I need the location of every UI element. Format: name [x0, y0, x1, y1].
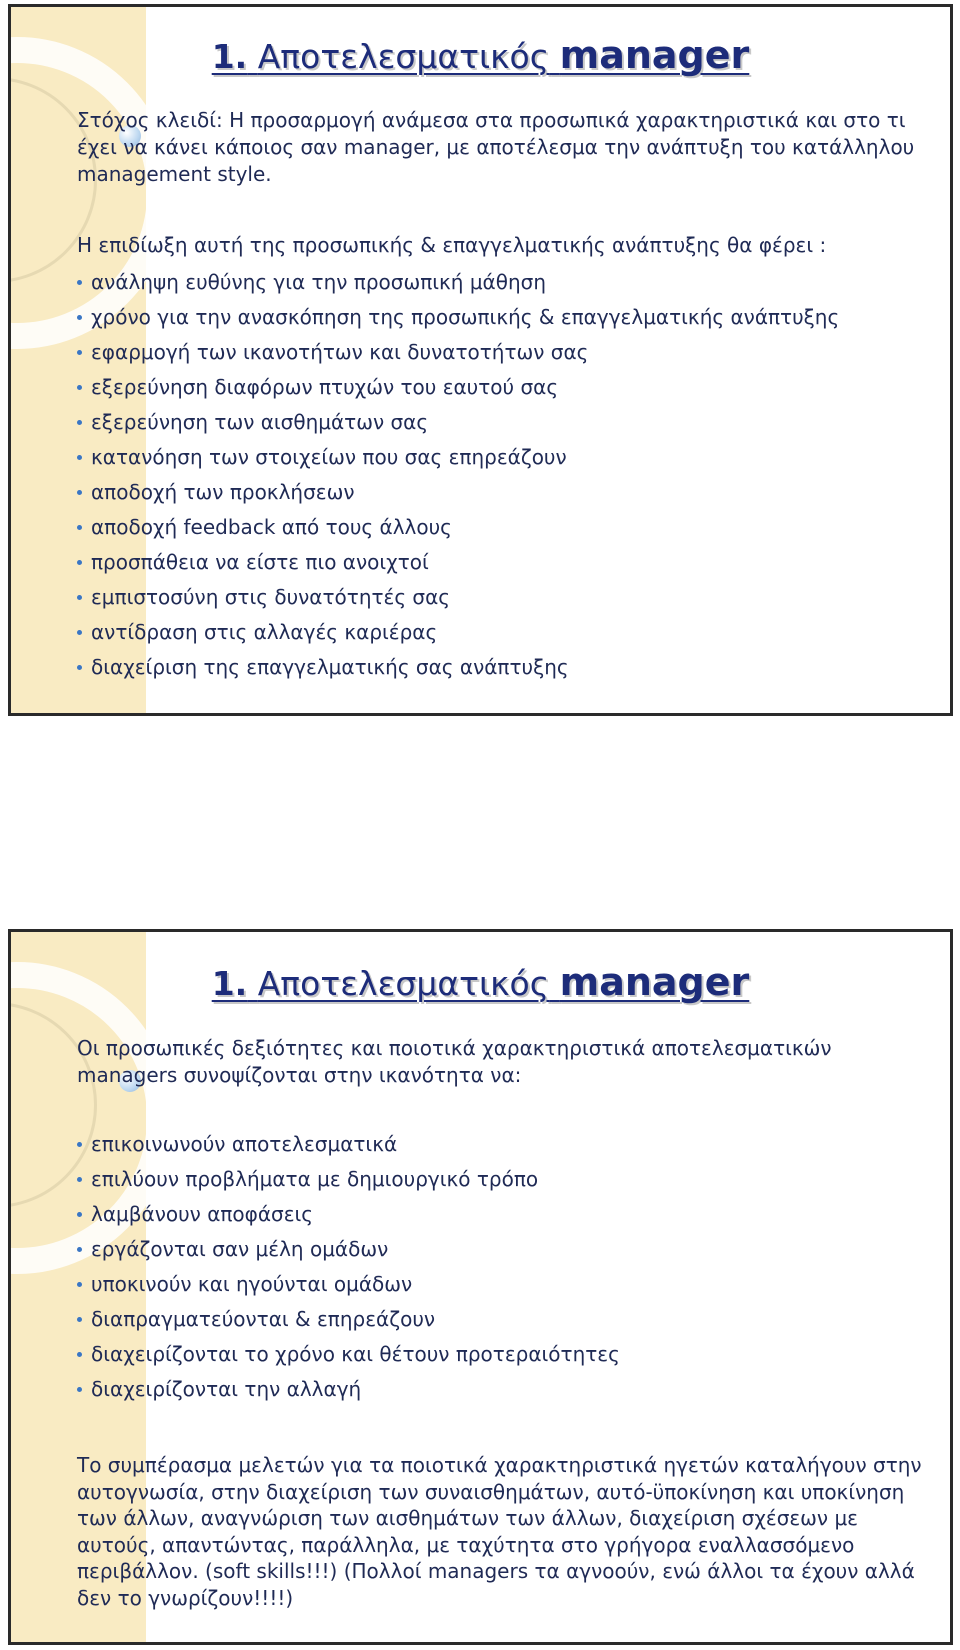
slide-2-bullet-list — [77, 1127, 922, 1407]
title-english: manager — [559, 960, 750, 1004]
bullet-item — [77, 475, 922, 510]
slide-1-bullet-list — [77, 265, 922, 685]
bullet-dot-icon — [77, 665, 82, 670]
bullet-dot-icon — [77, 350, 82, 355]
bullet-item — [77, 265, 922, 300]
bullet-dot-icon — [77, 1282, 82, 1287]
bullet-dot-icon — [77, 525, 82, 530]
bullet-item — [77, 1302, 922, 1337]
bullet-text: ανάληψη ευθύνης για την προσωπική μάθηση — [91, 270, 546, 294]
bullet-item — [77, 1337, 922, 1372]
bullet-text: διαχειρίζονται την αλλαγή — [91, 1377, 362, 1401]
bullet-item — [77, 405, 922, 440]
bullet-text: εφαρμογή των ικανοτήτων και δυνατοτήτων σας — [91, 340, 589, 364]
bullet-text: επιλύουν προβλήματα με δημιουργικό τρόπο — [91, 1167, 539, 1191]
bullet-dot-icon — [77, 1247, 82, 1252]
bullet-text: αποδοχή feedback από τους άλλους — [91, 515, 452, 539]
bullet-item — [77, 335, 922, 370]
bullet-item — [77, 1267, 922, 1302]
bullet-item — [77, 1127, 922, 1162]
bullet-dot-icon — [77, 1212, 82, 1217]
bullet-text: διαχειρίζονται το χρόνο και θέτουν προτεραιότητες — [91, 1342, 620, 1366]
bullet-text: αντίδραση στις αλλαγές καριέρας — [91, 620, 438, 644]
slide-1-title — [11, 33, 950, 77]
bullet-text: διαπραγματεύονται & επηρεάζουν — [91, 1307, 436, 1331]
bullet-dot-icon — [77, 630, 82, 635]
bullet-dot-icon — [77, 420, 82, 425]
bullet-dot-icon — [77, 455, 82, 460]
slide-2-intro: Οι προσωπικές δεξιότητες και ποιοτικά χαρακτηριστικά αποτελεσματικών managers συνοψίζονται στην ικανότητα να: — [77, 1036, 832, 1087]
title-greek: Αποτελεσματικός — [257, 964, 550, 1003]
bullet-item — [77, 650, 922, 685]
bullet-dot-icon — [77, 315, 82, 320]
slide-1-lead: Η επιδίωξη αυτή της προσωπικής & επαγγελματικής ανάπτυξης θα φέρει : — [77, 233, 827, 257]
bullet-text: εξερεύνηση των αισθημάτων σας — [91, 410, 429, 434]
bullet-dot-icon — [77, 560, 82, 565]
bullet-item — [77, 545, 922, 580]
slide-2-title — [11, 960, 950, 1004]
bullet-text: επικοινωνούν αποτελεσματικά — [91, 1132, 398, 1156]
bullet-item — [77, 370, 922, 405]
bullet-text: διαχείριση της επαγγελματικής σας ανάπτυξης — [91, 655, 569, 679]
bullet-dot-icon — [77, 595, 82, 600]
bullet-text: λαμβάνουν αποφάσεις — [91, 1202, 314, 1226]
bullet-text: εργάζονται σαν μέλη ομάδων — [91, 1237, 389, 1261]
bullet-dot-icon — [77, 1352, 82, 1357]
bullet-text: αποδοχή των προκλήσεων — [91, 480, 355, 504]
bullet-item — [77, 510, 922, 545]
bullet-dot-icon — [77, 1177, 82, 1182]
bullet-item — [77, 440, 922, 475]
bullet-item — [77, 580, 922, 615]
slide-1-intro: Στόχος κλειδί: Η προσαρμογή ανάμεσα στα προσωπικά χαρακτηριστικά και στο τι έχει να κάνει κάποιος σαν manager, με αποτέλεσμα την ανάπτυξη του κατάλληλου management style. — [77, 108, 915, 186]
bullet-item — [77, 300, 922, 335]
bullet-dot-icon — [77, 280, 82, 285]
bullet-dot-icon — [77, 385, 82, 390]
bullet-item — [77, 1232, 922, 1267]
bullet-item — [77, 1162, 922, 1197]
slide-2-conclusion: Το συμπέρασμα μελετών για τα ποιοτικά χαρακτηριστικά ηγετών καταλήγουν στην αυτογνωσία, στην διαχείριση των συναισθημάτων, αυτό-ϋποκίνηση και υποκίνηση των άλλων, αναγνώριση των αισθημάτων των άλλων, διαχείριση σχέσεων με αυτούς, απαντώντας, παράλληλα, με ταχύτητα στο γρήγορα εναλλασσόμενο περιβάλλον. (soft skills!!!) (Πολλοί managers τα αγνοούν, ενώ άλλοι τα έχουν αλλά δεν το γνωρίζουν!!!!) — [77, 1453, 922, 1610]
bullet-dot-icon — [77, 1317, 82, 1322]
bullet-text: εμπιστοσύνη στις δυνατότητές σας — [91, 585, 451, 609]
title-greek: Αποτελεσματικός — [257, 37, 550, 76]
bullet-text: εξερεύνηση διαφόρων πτυχών του εαυτού σας — [91, 375, 559, 399]
bullet-text: κατανόηση των στοιχείων που σας επηρεάζουν — [91, 445, 567, 469]
bullet-item — [77, 1197, 922, 1232]
bullet-item — [77, 615, 922, 650]
bullet-text: υποκινούν και ηγούνται ομάδων — [91, 1272, 413, 1296]
bullet-text: χρόνο για την ανασκόπηση της προσωπικής & επαγγελματικής ανάπτυξης — [91, 305, 840, 329]
slide-1 — [8, 4, 953, 716]
title-number: 1. — [211, 964, 248, 1003]
title-number: 1. — [211, 37, 248, 76]
bullet-dot-icon — [77, 490, 82, 495]
slide-2 — [8, 929, 953, 1645]
bullet-item — [77, 1372, 922, 1407]
title-english: manager — [559, 33, 750, 77]
bullet-text: προσπάθεια να είστε πιο ανοιχτοί — [91, 550, 429, 574]
bullet-dot-icon — [77, 1387, 82, 1392]
bullet-dot-icon — [77, 1142, 82, 1147]
